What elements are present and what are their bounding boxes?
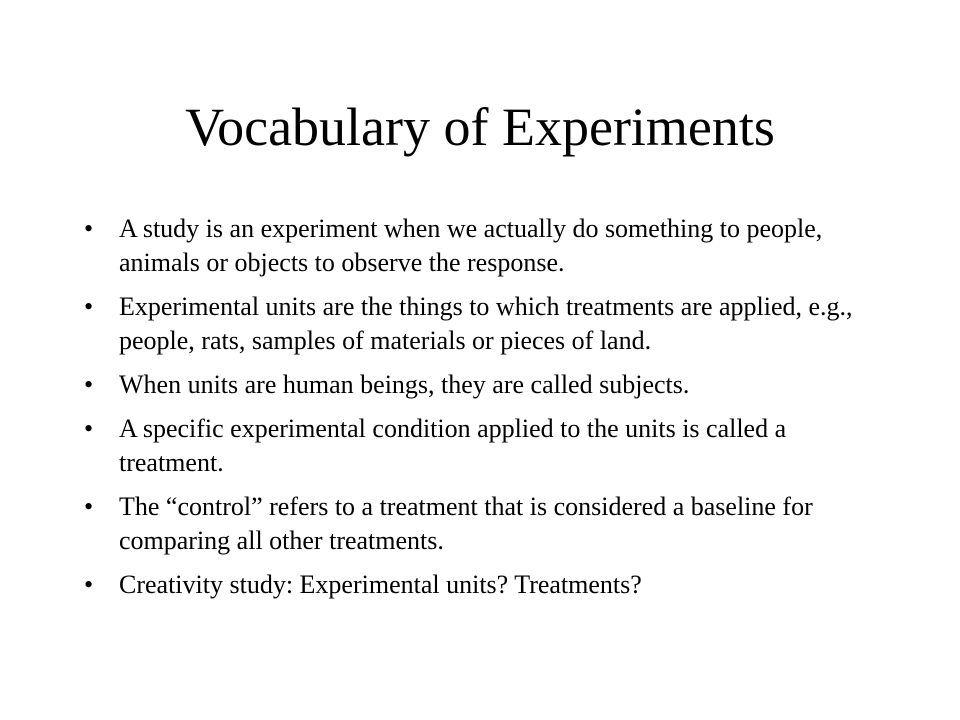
bullet-text: A specific experimental condition applied to the units is called a treatment.	[119, 414, 787, 477]
bullet-item	[84, 412, 894, 480]
bullet-text: A study is an experiment when we actually do something to people, animals or objects to observe the response.	[119, 214, 823, 277]
bullet-icon: •	[84, 414, 94, 443]
bullet-item	[84, 490, 894, 558]
slide-title: Vocabulary of Experiments	[185, 97, 775, 157]
bullet-icon: •	[84, 492, 94, 521]
bullet-item	[84, 368, 894, 402]
bullet-text: Experimental units are the things to which treatments are applied, e.g., people, rats, samples of materials or pieces of land.	[119, 292, 853, 355]
bullet-icon: •	[84, 370, 94, 399]
bullet-item	[84, 212, 894, 280]
bullet-item	[84, 568, 894, 602]
bullet-icon: •	[84, 570, 94, 599]
bullet-text: When units are human beings, they are called subjects.	[119, 370, 690, 399]
bullet-icon: •	[84, 214, 94, 243]
bullet-text: The “control” refers to a treatment that is considered a baseline for comparing all other treatments.	[119, 492, 813, 555]
bullet-text: Creativity study: Experimental units? Treatments?	[119, 570, 642, 599]
bullet-item	[84, 290, 894, 358]
bullet-list	[84, 212, 894, 612]
bullet-icon: •	[84, 292, 94, 321]
